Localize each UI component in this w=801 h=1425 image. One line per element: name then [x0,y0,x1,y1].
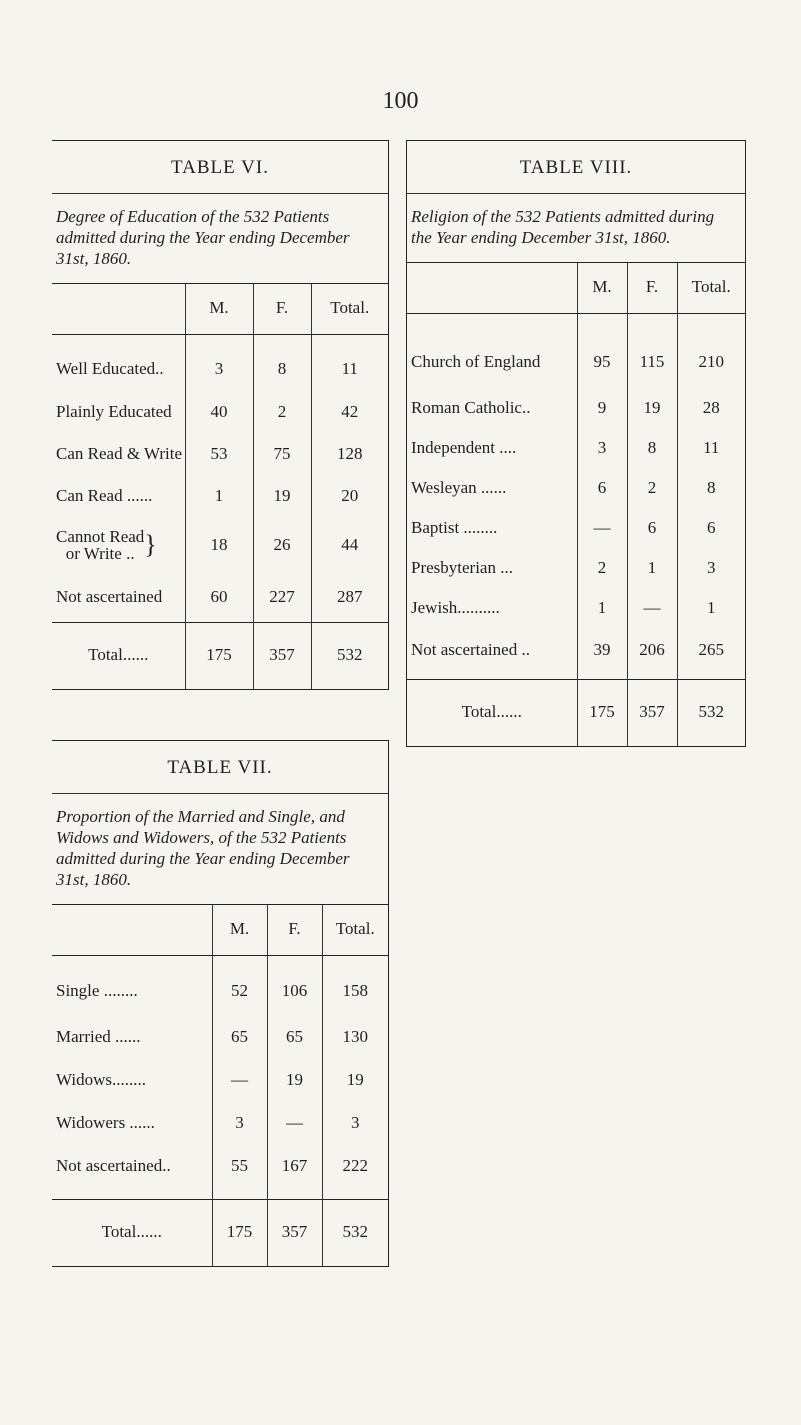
cell-m: 39 [577,628,627,680]
table-row [407,314,745,388]
header-cell [407,263,577,314]
cell-m: 9 [577,388,627,428]
cell-total: 11 [677,428,745,468]
cell-m: 55 [212,1145,267,1200]
cell-m: 95 [577,314,627,388]
page-number: 100 [382,88,419,114]
table-row [52,433,388,475]
total-f: 357 [627,680,677,747]
table-row [52,391,388,433]
row-label: Church of England [411,352,541,372]
table-row [52,1145,388,1200]
table-caption: Religion of the 532 Patients admitted during the Year ending December 31st, 1860. [407,194,745,263]
header-cell: F. [253,284,311,335]
total-m: 175 [212,1200,267,1267]
header-cell: M. [577,263,627,314]
cell-total: 44 [311,517,388,573]
header-cell [52,284,185,335]
cell-f: 2 [627,468,677,508]
cell-f: 19 [267,1059,322,1102]
total-row [407,680,745,747]
cell-m: 2 [577,548,627,588]
row-label: Not ascertained.. [56,1156,171,1176]
cell-f: 19 [627,388,677,428]
table-row [52,475,388,517]
cell-m: — [577,508,627,548]
cell-total: 8 [677,468,745,508]
cell-total: 222 [322,1145,388,1200]
cell-m: 6 [577,468,627,508]
cell-f: 227 [253,573,311,623]
header-cell: M. [212,905,267,956]
row-label: Well Educated.. [56,359,164,379]
cell-f: 115 [627,314,677,388]
cell-total: 20 [311,475,388,517]
row-label: Plainly Educated [56,401,172,421]
row-label: Not ascertained .. [411,639,530,659]
total-row [52,623,388,690]
cell-f: 2 [253,391,311,433]
cell-total: 3 [322,1102,388,1145]
row-label: Baptist ........ [411,517,498,537]
total-label: Total...... [52,1200,212,1267]
header-cell: Total. [677,263,745,314]
total-total: 532 [311,623,388,690]
header-cell: F. [627,263,677,314]
cell-m: 40 [185,391,253,433]
cell-total: 42 [311,391,388,433]
total-label: Total...... [52,623,185,690]
row-label: Jewish.......... [411,597,500,617]
cell-m: 1 [185,475,253,517]
row-label: Roman Catholic.. [411,397,531,417]
data-table [407,263,745,746]
table-viii [406,140,746,747]
table-row [52,1059,388,1102]
cell-f: 206 [627,628,677,680]
cell-m: 1 [577,588,627,628]
row-label: Widows........ [56,1070,146,1089]
cell-total: 19 [322,1059,388,1102]
data-table [52,905,388,1266]
table-title: TABLE VII. [52,741,388,794]
table-title: TABLE VIII. [407,141,745,194]
cell-total: 11 [311,335,388,391]
cell-m: — [212,1059,267,1102]
table-row [52,1102,388,1145]
cell-total: 210 [677,314,745,388]
row-label [52,517,185,573]
total-f: 357 [253,623,311,690]
cell-total: 1 [677,588,745,628]
total-total: 532 [677,680,745,747]
table-vii [52,740,389,1267]
cell-f: 8 [253,335,311,391]
table-row [407,588,745,628]
total-label: Total...... [407,680,577,747]
table-row [52,956,388,1016]
total-row [52,1200,388,1267]
cell-f: — [627,588,677,628]
total-m: 175 [185,623,253,690]
cell-f: 75 [253,433,311,475]
cell-f: 26 [253,517,311,573]
cell-total: 265 [677,628,745,680]
row-label: Independent .... [411,437,517,457]
data-table [52,284,388,689]
cell-total: 287 [311,573,388,623]
row-label: Not ascertained [56,587,163,607]
table-caption: Proportion of the Married and Single, and Widows and Widowers, of the 532 Patients admitted during the Year ending December 31st, 1860. [52,794,388,905]
cell-f: 1 [627,548,677,588]
row-label: Wesleyan ...... [411,477,507,497]
cell-f: 65 [267,1016,322,1059]
table-row [52,335,388,391]
cell-m: 60 [185,573,253,623]
cell-m: 3 [185,335,253,391]
cell-f: 19 [253,475,311,517]
table-row [407,388,745,428]
row-label: Can Read & Write [56,443,182,463]
row-label: Single ........ [56,981,138,1001]
cell-m: 3 [212,1102,267,1145]
cell-m: 52 [212,956,267,1016]
row-label: Presbyterian ... [411,557,513,577]
table-row [52,517,388,573]
row-label-line2: or Write .. [65,543,135,563]
table-row [407,628,745,680]
cell-total: 3 [677,548,745,588]
cell-m: 18 [185,517,253,573]
table-title: TABLE VI. [52,141,388,194]
cell-m: 3 [577,428,627,468]
cell-f: 167 [267,1145,322,1200]
table-row [407,428,745,468]
table-row [407,468,745,508]
header-cell: F. [267,905,322,956]
table-row [407,508,745,548]
cell-f: 6 [627,508,677,548]
total-total: 532 [322,1200,388,1267]
cell-m: 65 [212,1016,267,1059]
cell-f: 8 [627,428,677,468]
cell-total: 6 [677,508,745,548]
header-cell [52,905,212,956]
row-label-line1: Cannot Read [56,526,145,546]
cell-m: 53 [185,433,253,475]
cell-total: 130 [322,1016,388,1059]
cell-f: — [267,1102,322,1145]
header-cell: M. [185,284,253,335]
table-row [407,548,745,588]
cell-total: 28 [677,388,745,428]
row-label: Widowers ...... [56,1113,155,1132]
header-row [407,263,745,314]
table-vi [52,140,389,690]
cell-total: 158 [322,956,388,1016]
cell-total: 128 [311,433,388,475]
brace-icon: } [144,529,157,559]
cell-f: 106 [267,956,322,1016]
header-row [52,284,388,335]
header-cell: Total. [322,905,388,956]
table-row [52,1016,388,1059]
table-caption: Degree of Education of the 532 Patients admitted during the Year ending December 31st, 1860. [52,194,388,284]
row-label: Married ...... [56,1027,141,1046]
total-m: 175 [577,680,627,747]
header-cell: Total. [311,284,388,335]
header-row [52,905,388,956]
table-row [52,573,388,623]
row-label: Can Read ...... [56,485,153,505]
total-f: 357 [267,1200,322,1267]
